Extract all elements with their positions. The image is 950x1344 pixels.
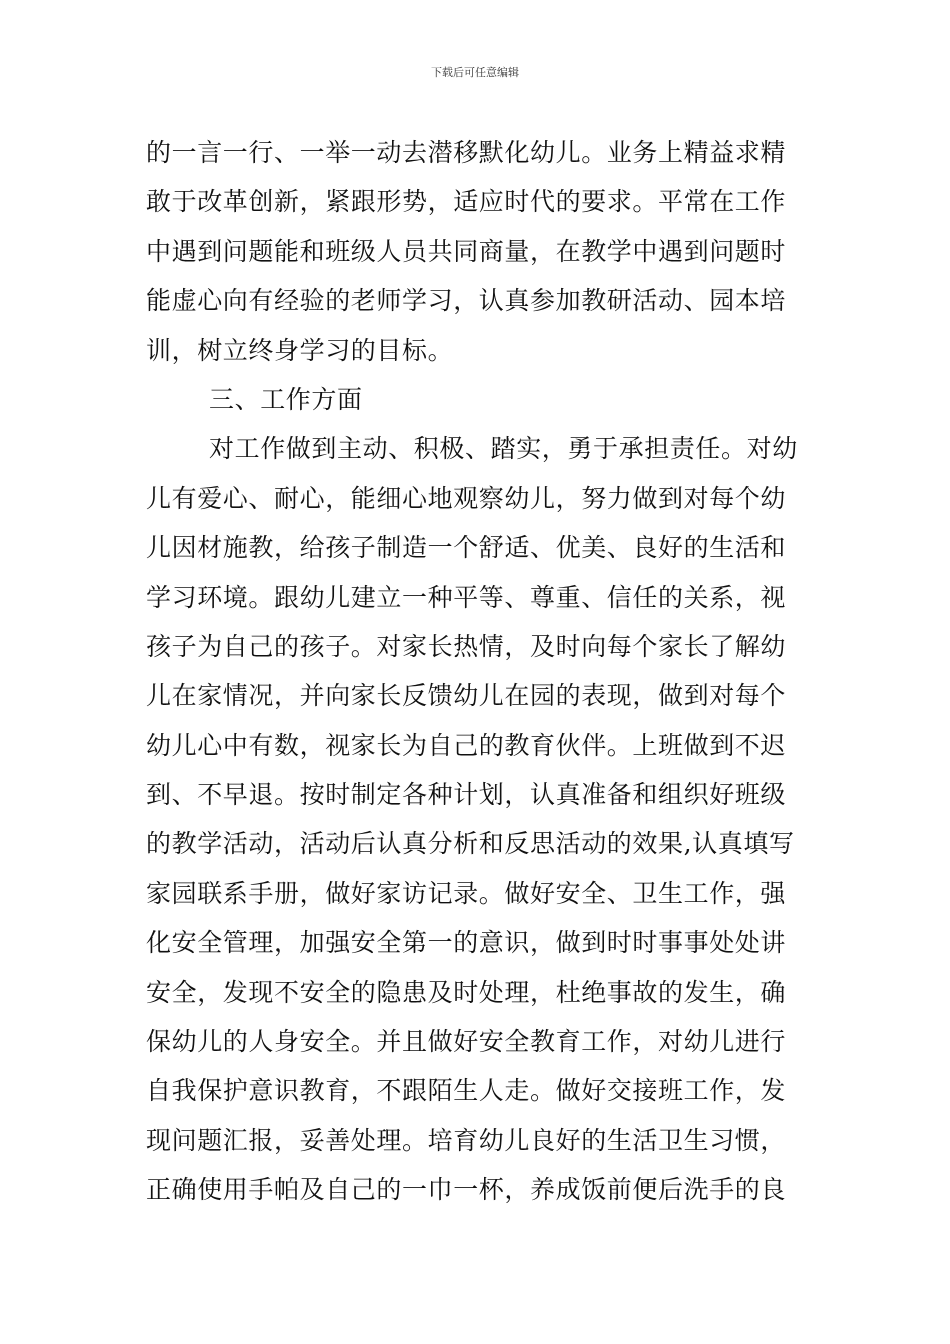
- section-heading: 三、工作方面: [209, 384, 363, 414]
- text-line: 训，树立终身学习的目标。: [146, 335, 454, 365]
- text-line: 保幼儿的人身安全。并且做好安全教育工作，对幼儿进行: [146, 1027, 787, 1057]
- text-line: 安全，发现不安全的隐患及时处理，杜绝事故的发生，确: [146, 977, 787, 1007]
- text-line: 的教学活动，活动后认真分析和反思活动的效果,认真填写: [146, 829, 795, 859]
- text-line: 幼儿心中有数，视家长为自己的教育伙伴。上班做到不迟: [146, 730, 787, 760]
- text-line: 的一言一行、一举一动去潜移默化幼儿。业务上精益求精: [146, 138, 787, 167]
- text-line: 学习环境。跟幼儿建立一种平等、尊重、信任的关系，视: [146, 582, 787, 612]
- document-body: [146, 128, 816, 1215]
- text-line: 中遇到问题能和班级人员共同商量，在教学中遇到问题时: [146, 236, 787, 266]
- page-header: 下载后可任意编辑: [431, 66, 519, 79]
- text-line: 孩子为自己的孩子。对家长热情，及时向每个家长了解幼: [146, 631, 787, 661]
- text-line: 家园联系手册，做好家访记录。做好安全、卫生工作，强: [146, 878, 787, 908]
- text-line: 到、不早退。按时制定各种计划，认真准备和组织好班级: [146, 780, 787, 810]
- text-line: 自我保护意识教育，不跟陌生人走。做好交接班工作，发: [146, 1076, 787, 1106]
- text-line: 敢于改革创新，紧跟形势，适应时代的要求。平常在工作: [146, 187, 787, 217]
- text-line: 儿因材施教，给孩子制造一个舒适、优美、良好的生活和: [146, 533, 787, 563]
- text-line: 现问题汇报，妥善处理。培育幼儿良好的生活卫生习惯，: [146, 1125, 787, 1155]
- text-line: 能虚心向有经验的老师学习，认真参加教研活动、园本培: [146, 286, 787, 316]
- text-line: 儿有爱心、耐心，能细心地观察幼儿，努力做到对每个幼: [146, 483, 787, 513]
- text-line: 儿在家情况，并向家长反馈幼儿在园的表现，做到对每个: [146, 681, 787, 711]
- text-line: 对工作做到主动、积极、踏实，勇于承担责任。对幼: [209, 434, 798, 464]
- text-line: 正确使用手帕及自己的一巾一杯，养成饭前便后洗手的良: [146, 1175, 787, 1205]
- text-line: 化安全管理，加强安全第一的意识，做到时时事事处处讲: [146, 928, 787, 958]
